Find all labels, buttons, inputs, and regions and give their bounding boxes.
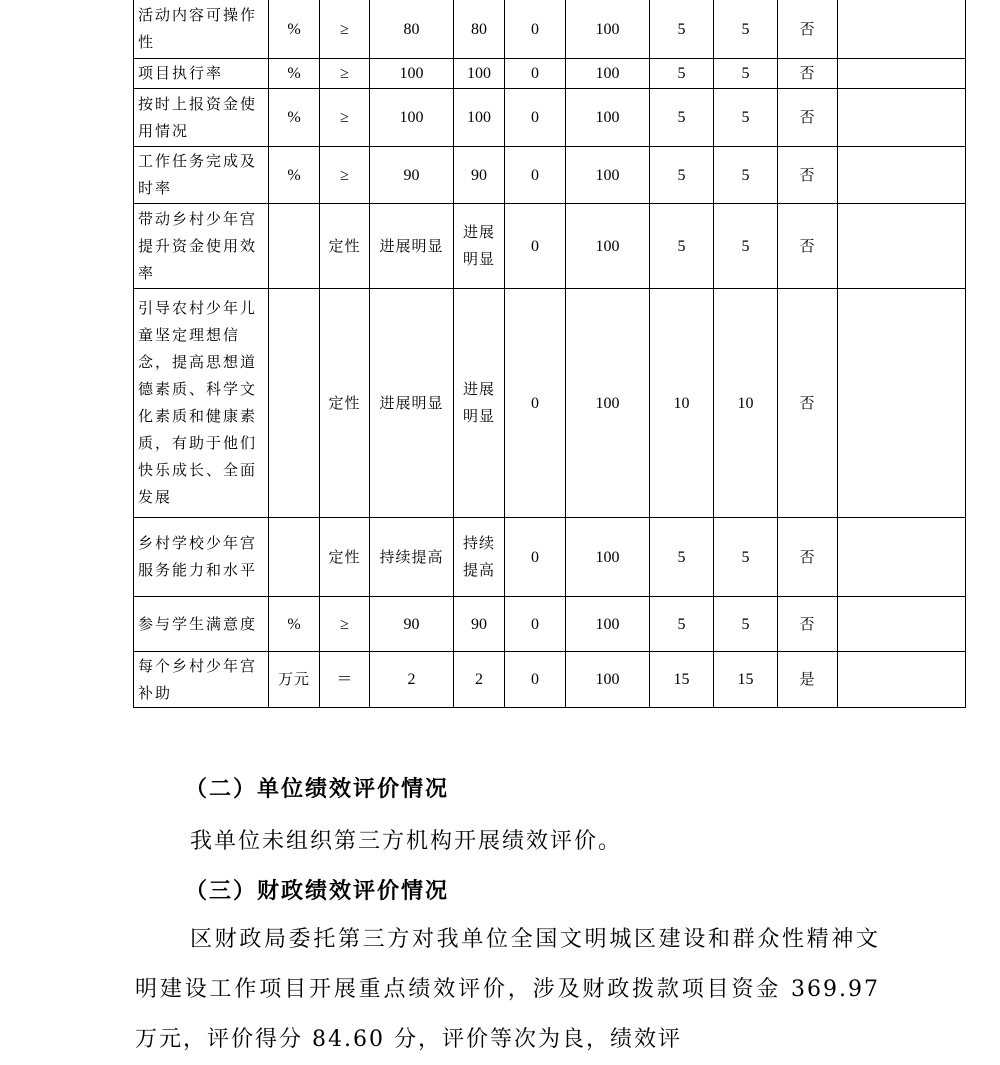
cell-unit: % [269,147,320,204]
performance-indicator-table [133,0,966,708]
cell-c11 [838,204,966,289]
section-heading-finance-evaluation: （三）财政绩效评价情况 [185,879,450,904]
cell-target: 100 [370,59,454,89]
cell-c9: 5 [714,518,778,597]
cell-target: 90 [370,147,454,204]
cell-c10: 否 [778,0,838,59]
cell-c9: 5 [714,597,778,652]
cell-c6: 0 [505,597,566,652]
table-row [134,204,966,289]
cell-c8: 5 [650,0,714,59]
cell-c10: 是 [778,652,838,708]
cell-c9: 5 [714,147,778,204]
cell-c9: 15 [714,652,778,708]
cell-name: 活动内容可操作性 [134,0,269,59]
cell-c11 [838,289,966,518]
cell-actual: 90 [454,597,505,652]
cell-c6: 0 [505,518,566,597]
cell-unit [269,518,320,597]
table-row [134,0,966,59]
cell-c7: 100 [566,652,650,708]
cell-unit: % [269,0,320,59]
cell-c9: 10 [714,289,778,518]
cell-actual: 2 [454,652,505,708]
cell-c8: 10 [650,289,714,518]
cell-name: 项目执行率 [134,59,269,89]
section-heading-unit-evaluation: （二）单位绩效评价情况 [185,777,450,802]
cell-actual: 持续提高 [454,518,505,597]
cell-unit: % [269,59,320,89]
cell-c10: 否 [778,89,838,147]
cell-op: 定性 [320,518,370,597]
cell-op: ≥ [320,89,370,147]
cell-c8: 5 [650,59,714,89]
cell-unit: % [269,89,320,147]
cell-c11 [838,518,966,597]
cell-name: 工作任务完成及时率 [134,147,269,204]
cell-c11 [838,597,966,652]
cell-c6: 0 [505,289,566,518]
table-row [134,652,966,708]
table-row [134,59,966,89]
table-row [134,147,966,204]
cell-unit [269,289,320,518]
cell-c11 [838,89,966,147]
cell-op: ≥ [320,147,370,204]
cell-name: 引导农村少年儿童坚定理想信念，提高思想道德素质、科学文化素质和健康素质，有助于他们快乐成长、全面发展 [134,289,269,518]
cell-c6: 0 [505,652,566,708]
cell-unit: 万元 [269,652,320,708]
cell-c7: 100 [566,147,650,204]
cell-op: ＝ [320,652,370,708]
cell-c10: 否 [778,147,838,204]
cell-actual: 90 [454,147,505,204]
cell-name: 参与学生满意度 [134,597,269,652]
cell-target: 80 [370,0,454,59]
cell-c11 [838,652,966,708]
table-row [134,518,966,597]
cell-c6: 0 [505,204,566,289]
cell-c7: 100 [566,518,650,597]
cell-c10: 否 [778,59,838,89]
cell-op: ≥ [320,0,370,59]
cell-c11 [838,0,966,59]
cell-c6: 0 [505,147,566,204]
cell-c6: 0 [505,0,566,59]
cell-c9: 5 [714,89,778,147]
cell-c8: 15 [650,652,714,708]
cell-c10: 否 [778,289,838,518]
cell-actual: 进展明显 [454,204,505,289]
cell-actual: 80 [454,0,505,59]
cell-c6: 0 [505,59,566,89]
cell-name: 带动乡村少年宫提升资金使用效率 [134,204,269,289]
cell-c7: 100 [566,0,650,59]
cell-unit [269,204,320,289]
cell-actual: 100 [454,59,505,89]
cell-actual: 进展明显 [454,289,505,518]
cell-name: 乡村学校少年宫服务能力和水平 [134,518,269,597]
table-row [134,597,966,652]
cell-name: 按时上报资金使用情况 [134,89,269,147]
cell-c7: 100 [566,289,650,518]
cell-op: ≥ [320,597,370,652]
cell-actual: 100 [454,89,505,147]
cell-c8: 5 [650,89,714,147]
cell-target: 90 [370,597,454,652]
cell-c7: 100 [566,89,650,147]
cell-c9: 5 [714,59,778,89]
cell-name: 每个乡村少年宫补助 [134,652,269,708]
cell-target: 2 [370,652,454,708]
cell-c8: 5 [650,518,714,597]
cell-c10: 否 [778,597,838,652]
cell-op: 定性 [320,204,370,289]
cell-c7: 100 [566,597,650,652]
cell-c11 [838,147,966,204]
cell-unit: % [269,597,320,652]
cell-target: 持续提高 [370,518,454,597]
table-row [134,289,966,518]
cell-c9: 5 [714,204,778,289]
cell-target: 进展明显 [370,289,454,518]
cell-c7: 100 [566,59,650,89]
cell-target: 100 [370,89,454,147]
cell-op: ≥ [320,59,370,89]
cell-c8: 5 [650,597,714,652]
cell-c8: 5 [650,147,714,204]
cell-c10: 否 [778,204,838,289]
cell-c9: 5 [714,0,778,59]
cell-c7: 100 [566,204,650,289]
cell-c6: 0 [505,89,566,147]
cell-c8: 5 [650,204,714,289]
section-body-unit-evaluation: 我单位未组织第三方机构开展绩效评价。 [190,829,623,854]
cell-op: 定性 [320,289,370,518]
cell-c10: 否 [778,518,838,597]
cell-c11 [838,59,966,89]
table-row [134,89,966,147]
section-body-finance-evaluation: 区财政局委托第三方对我单位全国文明城区建设和群众性精神文明建设工作项目开展重点绩效评价，涉及财政拨款项目资金 369.97 万元，评价得分 84.60 分，评价等次为良，绩效评 [135,927,880,1052]
cell-target: 进展明显 [370,204,454,289]
